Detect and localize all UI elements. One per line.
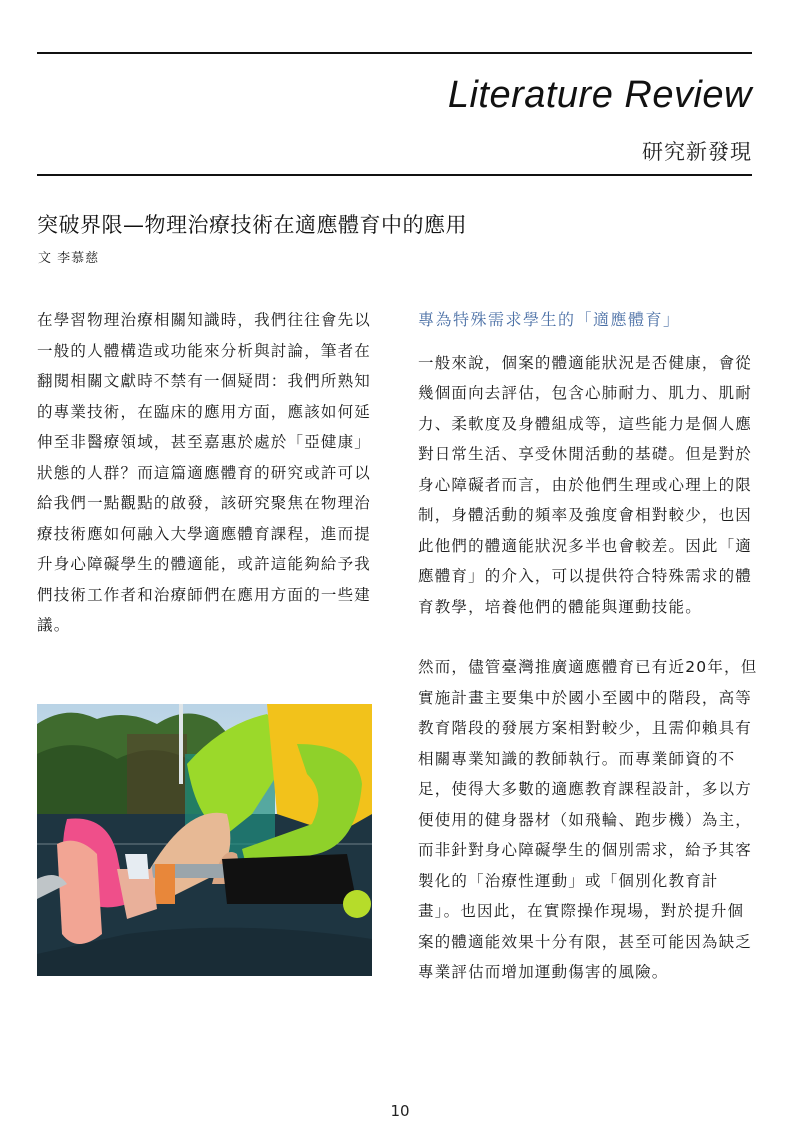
header-bottom-divider — [37, 174, 752, 176]
section-subheading: 專為特殊需求學生的「適應體育」 — [418, 310, 681, 329]
intro-paragraph: 在學習物理治療相關知識時，我們往往會先以一般的人體構造或功能來分析與討論，筆者在翻閱相關文獻時不禁有一個疑問：我們所熟知的專業技術，在臨床的應用方面，應該如何延伸至非醫療領域，甚至嘉惠於處於「亞健康」狀態的人群？而這篇適應體育的研究或許可以給我們一點觀點的啟發，該研究聚焦在物理治療技術應如何融入大學適應體育課程，進而提升身心障礙學生的體適能，或許這能夠給予我們技術工作者和治療師們在應用方面的一些建議。 — [37, 311, 372, 634]
page-number: 10 — [390, 1102, 410, 1120]
body-paragraph-2: 然而，儘管臺灣推廣適應體育已有近20年，但實施計畫主要集中於國小至國中的階段，高等教育階段的發展方案相對較少，且需仰賴具有相關專業知識的教師執行。而專業師資的不足，使得大多數的適應教育課程設計，多以方便使用的健身器材（如飛輪、跑步機）為主，而非針對身心障礙學生的個別需求，給予其客製化的「治療性運動」或「個別化教育計畫」。也因此，在實際操作現場，對於提升個案的體適能效果十分有限，甚至可能因為缺乏專業評估而增加運動傷害的風險。 — [418, 658, 758, 981]
byline: 文 李慕慈 — [38, 251, 100, 266]
article-title: 突破界限—物理治療技術在適應體育中的應用 — [37, 213, 467, 237]
left-column — [37, 305, 372, 641]
section-subtitle: 研究新發現 — [642, 140, 752, 164]
top-divider — [37, 52, 752, 54]
section-title: Literature Review — [447, 74, 752, 116]
right-column — [418, 305, 758, 988]
body-paragraph-1: 一般來說，個案的體適能狀況是否健康，會從幾個面向去評估，包含心肺耐力、肌力、肌耐力、柔軟度及身體組成等，這些能力是個人應對日常生活、享受休閒活動的基礎。但是對於身心障礙者而言，由於他們生理或心理上的限制，身體活動的頻率及強度會相對較少，也因此他們的體適能狀況多半也會較差。因此「適應體育」的介入，可以提供符合特殊需求的體育教學，培養他們的體能與運動技能。 — [418, 353, 753, 616]
athlete-prosthetic-photo — [37, 704, 372, 976]
article-photo — [37, 704, 372, 976]
